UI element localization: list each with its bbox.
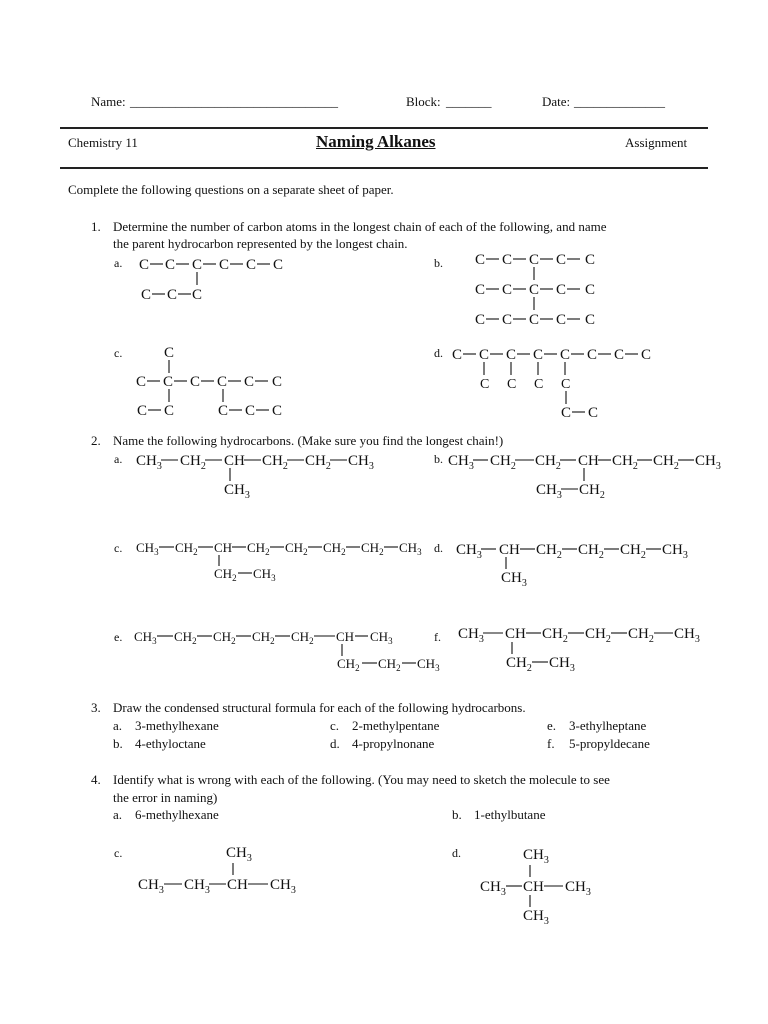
- header-bottom-rule: [60, 167, 708, 169]
- svg-text:CH3: [134, 629, 157, 646]
- subscript: 2: [510, 461, 516, 472]
- date-label: Date:: [542, 94, 571, 109]
- svg-text:CH2: [653, 453, 679, 472]
- atom: CH: [224, 453, 245, 469]
- svg-text:CH2: [378, 656, 401, 673]
- atom: CH: [337, 656, 356, 671]
- q3-item-letter: b.: [113, 736, 123, 751]
- atom: C: [556, 252, 567, 268]
- svg-text:CH3: [136, 540, 159, 557]
- atom: CH: [214, 540, 233, 555]
- q3-item-name: 4-propylnonane: [352, 736, 435, 751]
- q4c-structure: [110, 838, 320, 898]
- q2f-structure: [430, 623, 720, 675]
- atom: CH: [501, 570, 522, 586]
- q2e-letter: e.: [114, 630, 123, 644]
- atom: C: [585, 312, 596, 328]
- atom: CH: [536, 482, 557, 498]
- subscript: 3: [556, 490, 562, 501]
- atom: CH: [458, 626, 479, 642]
- atom: CH: [136, 540, 155, 555]
- q2-text: Name the following hydrocarbons. (Make sure you find the longest chain!): [113, 433, 504, 448]
- q2b-structure: [430, 448, 730, 500]
- atom: C: [272, 403, 283, 419]
- subscript: 3: [246, 853, 252, 864]
- atom: C: [588, 405, 599, 421]
- atom: C: [192, 287, 203, 303]
- atom: C: [475, 312, 486, 328]
- atom: CH: [612, 453, 633, 469]
- subscript: 3: [569, 663, 575, 674]
- q1b-structure: [430, 245, 620, 335]
- atom: CH: [184, 877, 205, 893]
- q1d-letter: d.: [434, 346, 443, 360]
- q1a-structure: [110, 250, 310, 310]
- atom: CH: [180, 453, 201, 469]
- atom: CH: [585, 626, 606, 642]
- atom: C: [244, 374, 255, 390]
- q3-item-letter: a.: [113, 718, 123, 733]
- atom: CH: [490, 453, 511, 469]
- svg-text:CH2: [291, 629, 314, 646]
- subscript: 3: [500, 887, 506, 898]
- atom: C: [218, 403, 229, 419]
- course-name: Chemistry 11: [68, 135, 138, 150]
- atom: CH: [549, 655, 570, 671]
- svg-text:CH3: [253, 566, 276, 583]
- atom: C: [190, 374, 201, 390]
- subscript: 2: [673, 461, 679, 472]
- assignment-label: Assignment: [625, 135, 688, 150]
- q2a-letter: a.: [114, 452, 123, 466]
- svg-text:CH2: [628, 626, 654, 645]
- atom: C: [533, 347, 544, 363]
- subscript: 2: [556, 550, 562, 561]
- atom: C: [219, 257, 230, 273]
- q3-item-letter: e.: [547, 718, 557, 733]
- subscript: 3: [476, 550, 482, 561]
- subscript: 3: [271, 573, 276, 583]
- svg-text:CH3: [184, 877, 210, 896]
- q3-item-name: 5-propyldecane: [569, 736, 650, 751]
- q3-text: Draw the condensed structural formula for each of the following hydrocarbons.: [113, 700, 526, 715]
- subscript: 2: [396, 663, 401, 673]
- subscript: 3: [388, 636, 393, 646]
- q4-item-name: 1-ethylbutane: [474, 807, 546, 822]
- q4-number: 4.: [91, 772, 101, 787]
- svg-text:CH2: [585, 626, 611, 645]
- q2b-letter: b.: [434, 452, 443, 466]
- subscript: 3: [478, 634, 484, 645]
- subscript: 2: [632, 461, 638, 472]
- q3-number: 3.: [91, 700, 101, 715]
- atom: C: [246, 257, 257, 273]
- svg-text:CH2: [214, 566, 237, 583]
- q4-item-name: 6-methylhexane: [135, 807, 219, 822]
- atom: CH: [213, 629, 232, 644]
- q2a-structure: [110, 448, 400, 500]
- atom: CH: [214, 566, 233, 581]
- q1a-letter: a.: [114, 256, 123, 270]
- subscript: 3: [715, 461, 721, 472]
- atom: C: [556, 282, 567, 298]
- atom: CH: [448, 453, 469, 469]
- svg-text:CH3: [448, 453, 474, 472]
- q2c-structure: [110, 536, 430, 586]
- svg-text:CH3: [270, 877, 296, 896]
- atom: CH: [578, 542, 599, 558]
- subscript: 2: [325, 461, 331, 472]
- atom: CH: [370, 629, 389, 644]
- svg-text:CH2: [305, 453, 331, 472]
- atom: C: [192, 257, 203, 273]
- svg-text:CH3: [523, 908, 549, 927]
- atom: CH: [695, 453, 716, 469]
- q4d-letter: d.: [452, 846, 461, 860]
- atom: CH: [653, 453, 674, 469]
- subscript: 3: [156, 461, 162, 472]
- subscript: 2: [562, 634, 568, 645]
- atom: C: [163, 374, 174, 390]
- atom: C: [556, 312, 567, 328]
- svg-text:CH2: [536, 542, 562, 561]
- name-label: Name:: [91, 94, 126, 109]
- svg-text:CH2: [506, 655, 532, 674]
- subscript: 2: [355, 663, 360, 673]
- atom: C: [141, 287, 152, 303]
- atom: CH: [506, 655, 527, 671]
- atom: C: [137, 403, 148, 419]
- atom: CH: [305, 453, 326, 469]
- atom: CH: [134, 629, 153, 644]
- subscript: 2: [282, 461, 288, 472]
- q2-number: 2.: [91, 433, 101, 448]
- subscript: 2: [200, 461, 206, 472]
- svg-text:CH3: [136, 453, 162, 472]
- subscript: 3: [543, 855, 549, 866]
- subscript: 3: [204, 885, 210, 896]
- subscript: 3: [158, 885, 164, 896]
- subscript: 3: [368, 461, 374, 472]
- atom: C: [164, 345, 175, 361]
- subscript: 3: [154, 547, 159, 557]
- svg-text:CH2: [174, 629, 197, 646]
- atom: CH: [523, 847, 544, 863]
- q1c-structure: [110, 338, 300, 423]
- subscript: 2: [309, 636, 314, 646]
- instructions: Complete the following questions on a separate sheet of paper.: [68, 182, 394, 197]
- svg-text:CH3: [536, 482, 562, 501]
- subscript: 2: [232, 573, 237, 583]
- atom: CH: [499, 542, 520, 558]
- svg-text:CH3: [458, 626, 484, 645]
- q3-item-name: 3-methylhexane: [135, 718, 219, 733]
- atom: C: [585, 282, 596, 298]
- q4-item-letter: a.: [113, 807, 123, 822]
- svg-text:CH2: [247, 540, 270, 557]
- atom: C: [452, 347, 463, 363]
- subscript: 2: [231, 636, 236, 646]
- atom: C: [273, 257, 284, 273]
- atom: CH: [174, 629, 193, 644]
- q3-item-letter: c.: [330, 718, 340, 733]
- q2d-letter: d.: [434, 541, 443, 555]
- svg-text:CH3: [480, 879, 506, 898]
- svg-text:CH2: [542, 626, 568, 645]
- q1c-letter: c.: [114, 346, 123, 360]
- svg-text:CH2: [175, 540, 198, 557]
- svg-text:CH3: [138, 877, 164, 896]
- atom: CH: [565, 879, 586, 895]
- subscript: 2: [648, 634, 654, 645]
- atom: C: [641, 347, 652, 363]
- svg-text:CH3: [549, 655, 575, 674]
- atom: CH: [136, 453, 157, 469]
- svg-text:CH2: [612, 453, 638, 472]
- q4-text-line2: the error in naming): [113, 790, 218, 805]
- atom: CH: [399, 540, 418, 555]
- svg-text:CH3: [348, 453, 374, 472]
- atom: CH: [247, 540, 266, 555]
- q3-item-letter: f.: [547, 736, 555, 751]
- subscript: 2: [193, 547, 198, 557]
- atom: C: [507, 377, 517, 392]
- atom: CH: [291, 629, 310, 644]
- q2d-structure: [430, 537, 700, 587]
- subscript: 3: [585, 887, 591, 898]
- subscript: 3: [244, 490, 250, 501]
- atom: C: [245, 403, 256, 419]
- svg-text:CH2: [578, 542, 604, 561]
- atom: C: [502, 282, 513, 298]
- q1b-letter: b.: [434, 256, 443, 270]
- header-top-rule: [60, 127, 708, 129]
- q1-text-line1: Determine the number of carbon atoms in the longest chain of each of the following, and name: [113, 219, 607, 234]
- q4d-structure: [448, 838, 618, 930]
- q1-number: 1.: [91, 219, 101, 234]
- q1-text-line2: the parent hydrocarbon represented by the longest chain.: [113, 236, 408, 251]
- atom: C: [529, 252, 540, 268]
- atom: CH: [323, 540, 342, 555]
- atom: CH: [456, 542, 477, 558]
- atom: CH: [253, 566, 272, 581]
- atom: C: [217, 374, 228, 390]
- atom: C: [502, 312, 513, 328]
- svg-text:CH3: [370, 629, 393, 646]
- q3-item-name: 2-methylpentane: [352, 718, 440, 733]
- atom: C: [587, 347, 598, 363]
- atom: C: [585, 252, 596, 268]
- atom: CH: [523, 908, 544, 924]
- subscript: 3: [543, 916, 549, 927]
- atom: C: [475, 252, 486, 268]
- atom: CH: [224, 482, 245, 498]
- subscript: 3: [468, 461, 474, 472]
- atom: CH: [175, 540, 194, 555]
- atom: C: [502, 252, 513, 268]
- atom: C: [164, 403, 175, 419]
- date-field[interactable]: ______________: [574, 94, 665, 109]
- svg-text:CH2: [535, 453, 561, 472]
- atom: CH: [285, 540, 304, 555]
- svg-text:CH2: [337, 656, 360, 673]
- atom: C: [139, 257, 150, 273]
- atom: CH: [542, 626, 563, 642]
- subscript: 2: [303, 547, 308, 557]
- subscript: 3: [152, 636, 157, 646]
- atom: CH: [270, 877, 291, 893]
- subscript: 2: [598, 550, 604, 561]
- svg-text:CH2: [323, 540, 346, 557]
- atom: C: [480, 377, 490, 392]
- svg-text:CH3: [662, 542, 688, 561]
- atom: C: [614, 347, 625, 363]
- subscript: 3: [435, 663, 440, 673]
- atom: C: [561, 405, 572, 421]
- svg-text:CH3: [226, 845, 252, 864]
- atom: CH: [579, 482, 600, 498]
- subscript: 2: [599, 490, 605, 501]
- svg-text:CH3: [399, 540, 422, 557]
- atom: CH: [505, 626, 526, 642]
- q4-item-letter: b.: [452, 807, 462, 822]
- atom: C: [534, 377, 544, 392]
- atom: C: [561, 377, 571, 392]
- atom: CH: [662, 542, 683, 558]
- svg-text:CH2: [262, 453, 288, 472]
- svg-text:CH2: [361, 540, 384, 557]
- subscript: 2: [555, 461, 561, 472]
- q3-item-letter: d.: [330, 736, 340, 751]
- block-label: Block:: [406, 94, 441, 109]
- page-title: Naming Alkanes: [316, 132, 436, 151]
- atom: CH: [620, 542, 641, 558]
- atom: CH: [535, 453, 556, 469]
- svg-text:CH3: [565, 879, 591, 898]
- svg-text:CH3: [523, 847, 549, 866]
- atom: CH: [361, 540, 380, 555]
- atom: C: [506, 347, 517, 363]
- atom: C: [479, 347, 490, 363]
- subscript: 3: [682, 550, 688, 561]
- subscript: 2: [379, 547, 384, 557]
- q4-text-line1: Identify what is wrong with each of the following. (You may need to sketch the molecule to see: [113, 772, 610, 787]
- atom: CH: [480, 879, 501, 895]
- svg-text:CH2: [213, 629, 236, 646]
- atom: CH: [674, 626, 695, 642]
- svg-text:CH3: [674, 626, 700, 645]
- subscript: 2: [192, 636, 197, 646]
- subscript: 2: [526, 663, 532, 674]
- atom: CH: [262, 453, 283, 469]
- atom: CH: [578, 453, 599, 469]
- svg-text:CH2: [579, 482, 605, 501]
- atom: CH: [226, 845, 247, 861]
- subscript: 2: [265, 547, 270, 557]
- q2f-letter: f.: [434, 630, 441, 644]
- subscript: 3: [417, 547, 422, 557]
- atom: CH: [417, 656, 436, 671]
- subscript: 2: [605, 634, 611, 645]
- svg-text:CH2: [490, 453, 516, 472]
- atom: CH: [138, 877, 159, 893]
- atom: C: [272, 374, 283, 390]
- svg-text:CH3: [456, 542, 482, 561]
- atom: C: [136, 374, 147, 390]
- svg-text:CH3: [695, 453, 721, 472]
- svg-text:CH3: [224, 482, 250, 501]
- atom: CH: [336, 629, 355, 644]
- block-field[interactable]: _______: [446, 94, 492, 109]
- svg-text:CH3: [501, 570, 527, 589]
- subscript: 3: [521, 578, 527, 589]
- atom: CH: [628, 626, 649, 642]
- atom: C: [475, 282, 486, 298]
- subscript: 2: [640, 550, 646, 561]
- svg-text:CH2: [285, 540, 308, 557]
- q3-item-name: 3-ethylheptane: [569, 718, 647, 733]
- atom: C: [165, 257, 176, 273]
- q2e-structure: [110, 625, 440, 677]
- atom: CH: [252, 629, 271, 644]
- svg-text:CH2: [620, 542, 646, 561]
- svg-text:CH2: [180, 453, 206, 472]
- atom: C: [560, 347, 571, 363]
- subscript: 3: [694, 634, 700, 645]
- q3-item-name: 4-ethyloctane: [135, 736, 206, 751]
- svg-text:CH2: [252, 629, 275, 646]
- atom: CH: [348, 453, 369, 469]
- q1d-structure: [430, 340, 670, 425]
- atom: CH: [378, 656, 397, 671]
- atom: C: [167, 287, 178, 303]
- atom: CH: [523, 879, 544, 895]
- subscript: 2: [341, 547, 346, 557]
- atom: CH: [227, 877, 248, 893]
- q4c-letter: c.: [114, 846, 123, 860]
- atom: C: [529, 282, 540, 298]
- name-field[interactable]: ________________________________: [130, 94, 338, 109]
- subscript: 3: [290, 885, 296, 896]
- q2c-letter: c.: [114, 541, 123, 555]
- atom: C: [529, 312, 540, 328]
- atom: CH: [536, 542, 557, 558]
- subscript: 2: [270, 636, 275, 646]
